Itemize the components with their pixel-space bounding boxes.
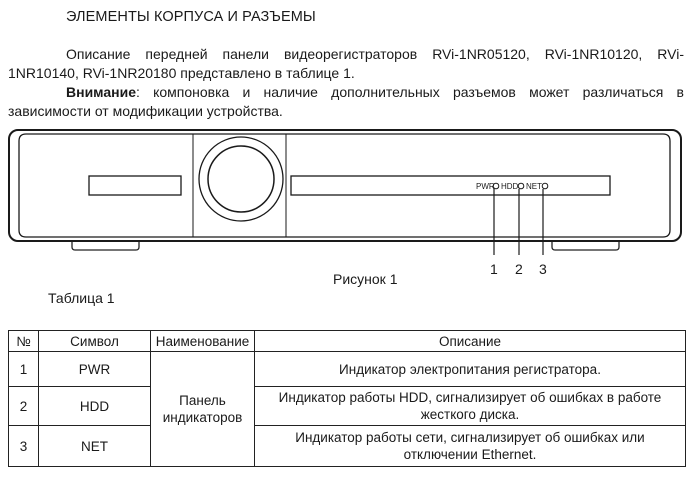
- warning-text: : компоновка и наличие дополнительных разъемов может различаться в зависимости от модификации устройства.: [8, 84, 684, 119]
- device-front-panel-figure: [0, 122, 690, 282]
- header-name: Наименование: [151, 331, 255, 352]
- header-description: Описание: [255, 331, 686, 352]
- header-symbol: Символ: [39, 331, 151, 352]
- row-symbol: PWR: [39, 352, 151, 387]
- row-symbol: HDD: [39, 387, 151, 426]
- table-header-row: [9, 331, 686, 352]
- row-number: 1: [9, 352, 39, 387]
- row-description: Индикатор работы HDD, сигнализирует об ошибках в работе жесткого диска.: [255, 387, 686, 426]
- group-name: Панель индикаторов: [162, 393, 243, 425]
- table-row: [9, 387, 686, 426]
- row-description: Индикатор работы сети, сигнализирует об ошибках или отключении Ethernet.: [255, 426, 686, 467]
- row-number: 2: [9, 387, 39, 426]
- header-number: №: [9, 331, 39, 352]
- table-row: [9, 352, 686, 387]
- table-row: [9, 426, 686, 467]
- warning-paragraph: [8, 83, 684, 120]
- section-title: ЭЛЕМЕНТЫ КОРПУСА И РАЗЪЕМЫ: [66, 9, 316, 25]
- row-description: Индикатор электропитания регистратора.: [255, 352, 686, 387]
- row-number: 3: [9, 426, 39, 467]
- row-symbol: NET: [39, 426, 151, 467]
- table-caption: Таблица 1: [48, 290, 115, 306]
- group-name-cell: [151, 352, 255, 467]
- callout-number-1: 1: [490, 261, 498, 277]
- pwr-led-label: PWR: [476, 182, 495, 191]
- device-body: [9, 130, 681, 241]
- hdd-led-label: HDD: [501, 182, 519, 191]
- intro-paragraph: Описание передней панели видеорегистраторов RVi-1NR05120, RVi-1NR10120, RVi-1NR10140, RVi-1NR20180 представлено в таблице 1.: [8, 46, 684, 81]
- figure-caption: Рисунок 1: [333, 271, 398, 287]
- indicators-table: [8, 330, 686, 467]
- callout-number-2: 2: [515, 261, 523, 277]
- callout-number-3: 3: [539, 261, 547, 277]
- net-led-label: NET: [526, 182, 542, 191]
- warning-label: Внимание: [66, 84, 136, 100]
